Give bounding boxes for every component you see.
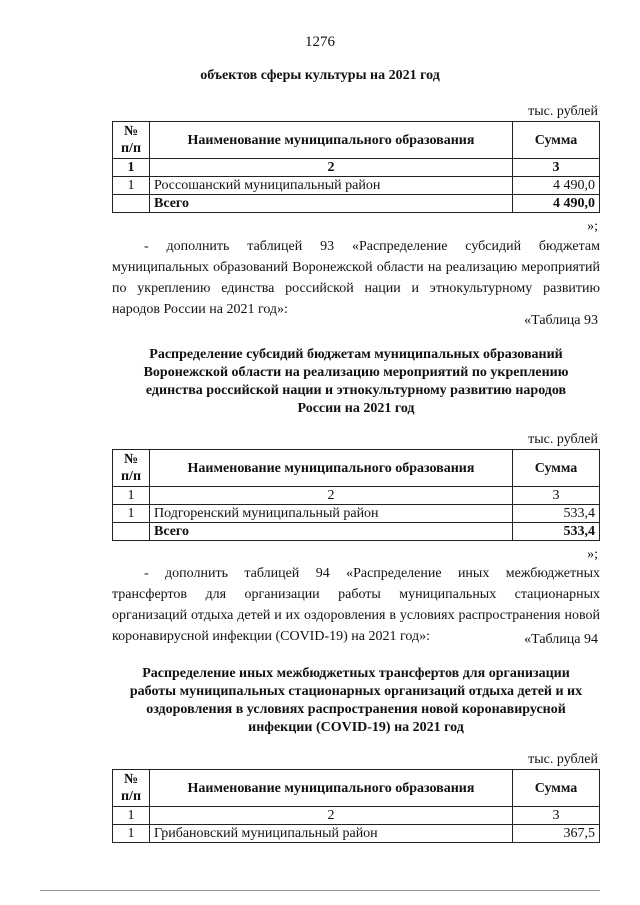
row-name: Россошанский муниципальный район (150, 177, 513, 195)
row-name: Грибановский муниципальный район (150, 825, 513, 843)
section1-heading: объектов сферы культуры на 2021 год (200, 68, 440, 83)
caption-line: Воронежской области на реализацию мероприятий по укреплению (143, 365, 569, 380)
total-label: Всего (150, 195, 513, 213)
row-name: Подгоренский муниципальный район (150, 505, 513, 523)
caption-line: Распределение субсидий бюджетам муниципальных образований (149, 347, 563, 362)
section1-unit: тыс. рублей (528, 104, 598, 119)
section3-unit: тыс. рублей (528, 752, 598, 767)
caption-line: работы муниципальных стационарных организаций отдыха детей и их (129, 684, 583, 699)
col-sum-header: Сумма (513, 122, 600, 159)
index-cell: 3 (513, 487, 600, 505)
table-total-row (113, 195, 600, 213)
row-num: 1 (113, 825, 150, 843)
page-number: 1276 (305, 34, 335, 50)
row-num: 1 (113, 505, 150, 523)
section2-close-mark: »; (587, 547, 598, 562)
index-cell: 3 (513, 159, 600, 177)
col-sum-header: Сумма (513, 450, 600, 487)
index-cell: 2 (150, 159, 513, 177)
col-num-header: № п/п (113, 122, 150, 159)
table-header-row (113, 122, 600, 159)
col-name-header: Наименование муниципального образования (150, 770, 513, 807)
section2-unit: тыс. рублей (528, 432, 598, 447)
table-index-row (113, 159, 600, 177)
table-header-row (113, 770, 600, 807)
table-header-row (113, 450, 600, 487)
total-sum: 4 490,0 (513, 195, 600, 213)
table-index-row (113, 487, 600, 505)
table-row (113, 505, 600, 523)
row-sum: 533,4 (513, 505, 600, 523)
row-sum: 4 490,0 (513, 177, 600, 195)
index-cell: 1 (113, 807, 150, 825)
section3-table (112, 769, 600, 843)
col-name-header: Наименование муниципального образования (150, 450, 513, 487)
caption-line: инфекции (COVID-19) на 2021 год (248, 720, 464, 735)
row-sum: 367,5 (513, 825, 600, 843)
section1-table (112, 121, 600, 213)
table-index-row (113, 807, 600, 825)
section2-caption (112, 346, 600, 418)
page-bottom-rule (40, 890, 600, 891)
table-94-ref: «Таблица 94 (524, 632, 598, 647)
total-label: Всего (150, 523, 513, 541)
caption-line: России на 2021 год (297, 401, 415, 416)
col-name-header: Наименование муниципального образования (150, 122, 513, 159)
caption-line: единства российской нации и этнокультурному развитию народов (145, 383, 567, 398)
total-sum: 533,4 (513, 523, 600, 541)
caption-line: оздоровления в условиях распространения новой коронавирусной (146, 702, 566, 717)
index-cell: 1 (113, 487, 150, 505)
col-num-header: № п/п (113, 450, 150, 487)
index-cell: 2 (150, 807, 513, 825)
index-cell: 1 (113, 159, 150, 177)
table-row (113, 825, 600, 843)
amendment-93-text: - дополнить таблицей 93 «Распределение субсидий бюджетам муниципальных образований Воронежской области на реализацию мероприятий по укреплению единства российской нации и этнокультурному развитию народов России на 2021 год»: (112, 239, 600, 317)
amendment-94-text: - дополнить таблицей 94 «Распределение иных межбюджетных трансфертов для организации работы муниципальных стационарных организаций отдыха детей и их оздоровления в условиях распространения новой коронавирусной инфекции (COVID-19) на 2021 год»: (112, 566, 600, 644)
section1-close-mark: »; (587, 219, 598, 234)
col-num-header: № п/п (113, 770, 150, 807)
section2-table (112, 449, 600, 541)
index-cell: 3 (513, 807, 600, 825)
col-sum-header: Сумма (513, 770, 600, 807)
caption-line: Распределение иных межбюджетных трансфертов для организации (142, 666, 570, 681)
table-93-ref: «Таблица 93 (524, 313, 598, 328)
table-total-row (113, 523, 600, 541)
row-num: 1 (113, 177, 150, 195)
section3-caption (112, 665, 600, 737)
index-cell: 2 (150, 487, 513, 505)
table-row (113, 177, 600, 195)
